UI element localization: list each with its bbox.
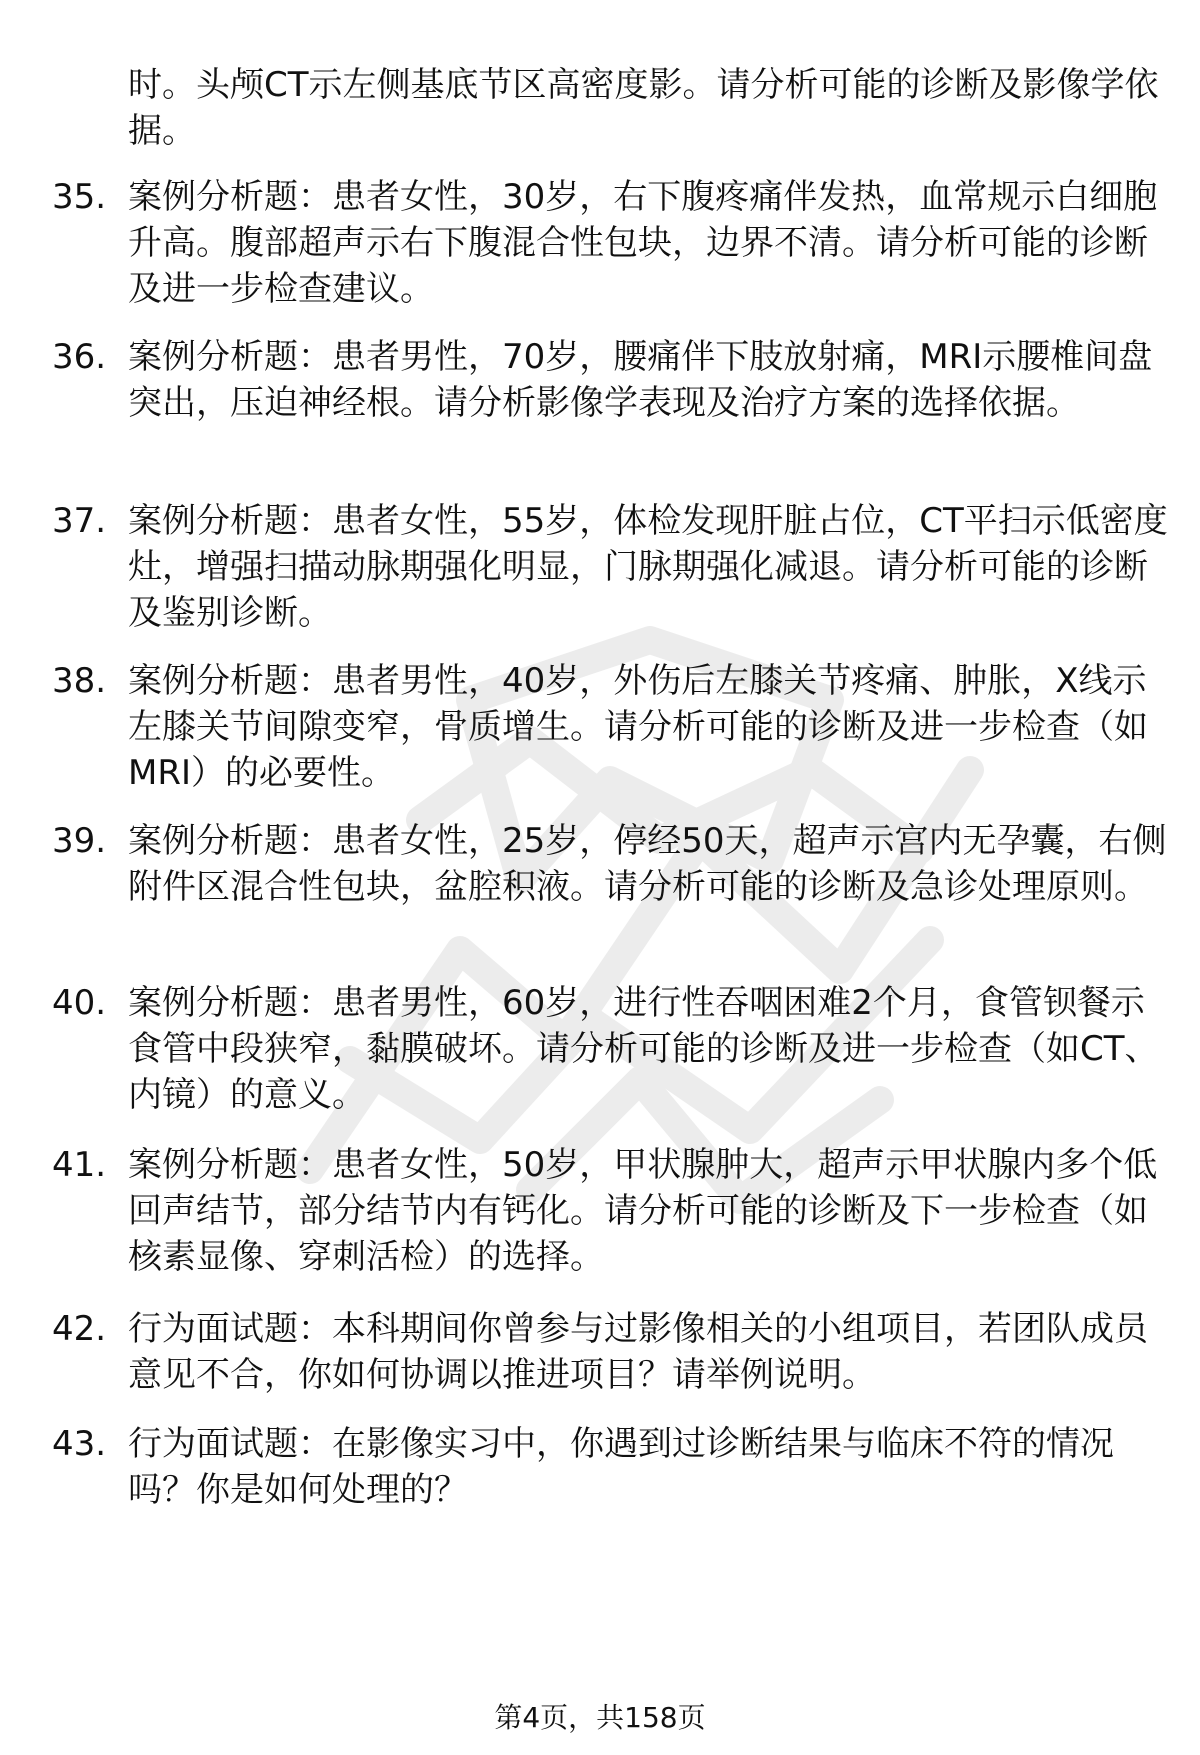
question-text: 案例分析题：患者女性，55岁，体检发现肝脏占位，CT平扫示低密度灶，增强扫描动脉期强化明显，门脉期强化减退。请分析可能的诊断及鉴别诊断。 <box>128 501 1168 633</box>
question-number: 41. <box>52 1145 107 1185</box>
question-item <box>52 818 1172 910</box>
question-number: 39. <box>52 821 107 861</box>
question-number: 38. <box>52 661 107 701</box>
question-number: 36. <box>52 337 107 377</box>
question-text: 案例分析题：患者男性，40岁，外伤后左膝关节疼痛、肿胀，X线示左膝关节间隙变窄，骨质增生。请分析可能的诊断及进一步检查（如MRI）的必要性。 <box>128 661 1148 793</box>
question-item <box>52 174 1172 312</box>
question-text: 行为面试题：在影像实习中，你遇到过诊断结果与临床不符的情况吗？你是如何处理的？ <box>128 1424 1114 1510</box>
question-text: 案例分析题：患者女性，30岁，右下腹疼痛伴发热，血常规示白细胞升高。腹部超声示右下腹混合性包块，边界不清。请分析可能的诊断及进一步检查建议。 <box>128 177 1158 309</box>
question-number: 43. <box>52 1424 107 1464</box>
question-number: 42. <box>52 1309 107 1349</box>
question-text: 案例分析题：患者女性，25岁，停经50天，超声示宫内无孕囊，右侧附件区混合性包块，盆腔积液。请分析可能的诊断及急诊处理原则。 <box>128 821 1167 907</box>
question-item <box>52 498 1172 636</box>
page-footer: 第4页，共158页 <box>494 1701 706 1734</box>
question-number: 35. <box>52 177 107 217</box>
continuation-text: 时。头颅CT示左侧基底节区高密度影。请分析可能的诊断及影像学依据。 <box>128 65 1159 151</box>
question-text: 行为面试题：本科期间你曾参与过影像相关的小组项目，若团队成员意见不合，你如何协调以推进项目？请举例说明。 <box>128 1309 1148 1395</box>
question-text: 案例分析题：患者女性，50岁，甲状腺肿大，超声示甲状腺内多个低回声结节，部分结节内有钙化。请分析可能的诊断及下一步检查（如核素显像、穿刺活检）的选择。 <box>128 1145 1158 1277</box>
question-item <box>52 1421 1172 1513</box>
question-number: 40. <box>52 983 107 1023</box>
question-text: 案例分析题：患者男性，60岁，进行性吞咽困难2个月，食管钡餐示食管中段狭窄，黏膜破坏。请分析可能的诊断及进一步检查（如CT、内镜）的意义。 <box>128 983 1159 1115</box>
question-item <box>52 334 1172 426</box>
question-item <box>52 1142 1172 1280</box>
question-number: 37. <box>52 501 107 541</box>
question-item <box>52 980 1172 1118</box>
question-item <box>52 1306 1172 1398</box>
question-text: 案例分析题：患者男性，70岁，腰痛伴下肢放射痛，MRI示腰椎间盘突出，压迫神经根。请分析影像学表现及治疗方案的选择依据。 <box>128 337 1153 423</box>
question-item <box>52 658 1172 796</box>
